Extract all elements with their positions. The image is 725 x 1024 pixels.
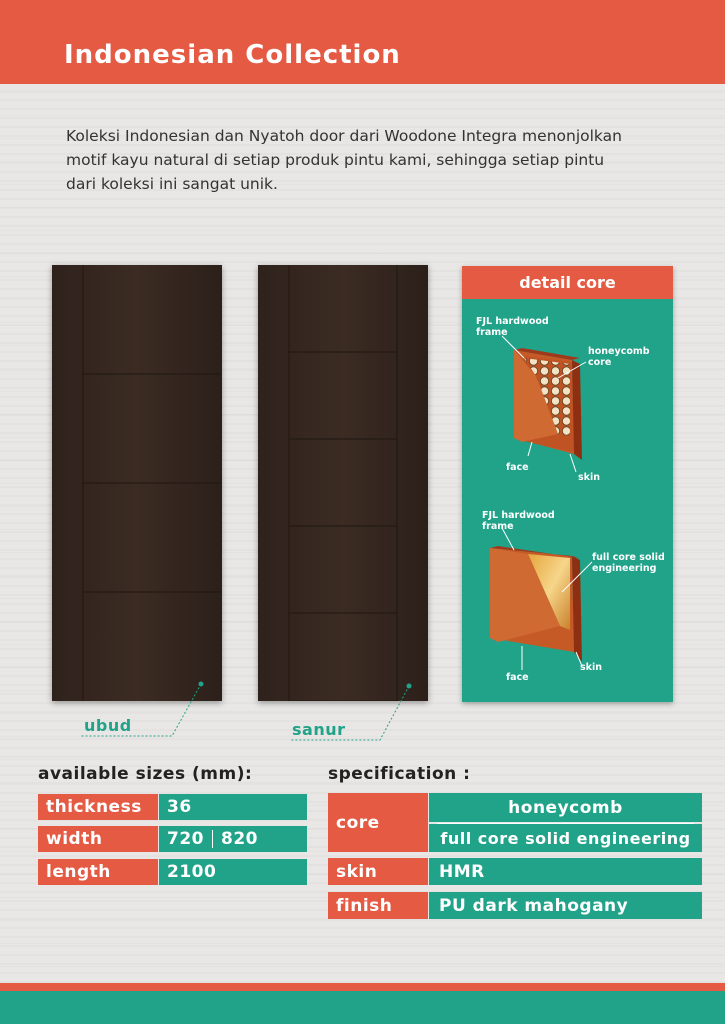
bottom-core-label: full core solid engineering [592,552,665,574]
size-width-value-1: 720 [167,829,204,849]
door-sanur-label: sanur [292,720,346,739]
size-width-value-2: 820 [221,829,258,849]
core-detail-title: detail core [462,266,673,299]
intro-paragraph: Koleksi Indonesian dan Nyatoh door dari Woodone Integra menonjolkan motif kayu natural di setiap produk pintu kami, sehingga setiap pintu dari koleksi ini sangat unik. [66,127,622,193]
bottom-frame-label: FJL hardwood frame [482,510,555,532]
spec-skin-value: HMR [429,858,702,885]
bottom-face-label: face [506,672,529,683]
specification-heading: specification : [328,764,471,784]
top-skin-label: skin [578,472,600,483]
size-length-label: length [38,859,158,885]
spec-core-label: core [328,793,428,852]
footer-orange-strip [0,983,725,991]
page-title: Indonesian Collection [64,40,401,70]
size-width-value [159,826,307,852]
footer-teal-strip [0,991,725,1024]
width-divider [212,830,213,848]
sizes-heading: available sizes (mm): [38,764,253,784]
spec-core-value-1: honeycomb [429,793,702,822]
top-core-label: honeycomb core [588,346,650,368]
size-length-value: 2100 [159,859,307,885]
door-ubud-label: ubud [84,716,132,735]
size-thickness-value: 36 [159,794,307,820]
core-detail-panel [462,266,673,702]
spec-skin-label: skin [328,858,428,885]
bottom-skin-label: skin [580,662,602,673]
solid-core-diagram [462,266,673,702]
size-width-label: width [38,826,158,852]
top-frame-label: FJL hardwood frame [476,316,549,338]
spec-core-value-2: full core solid engineering [429,824,702,852]
spec-finish-value: PU dark mahogany [429,892,702,919]
top-face-label: face [506,462,529,473]
spec-finish-label: finish [328,892,428,919]
size-thickness-label: thickness [38,794,158,820]
